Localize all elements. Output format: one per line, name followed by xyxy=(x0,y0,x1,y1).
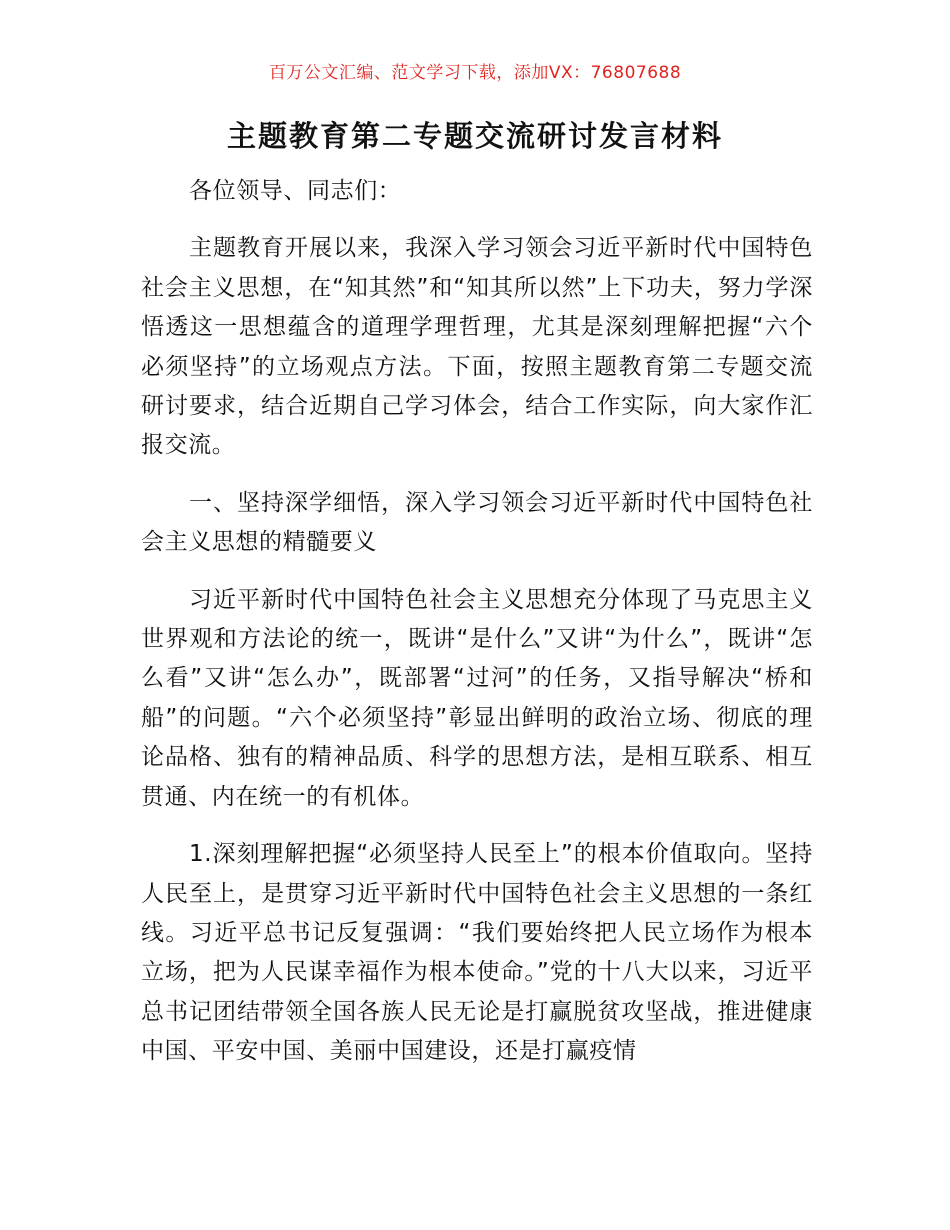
document-title: 主题教育第二专题交流研讨发言材料 xyxy=(226,119,723,153)
section-heading-1: 一、坚持深学细悟，深入学习领会习近平新时代中国特色社会主义思想的精髓要义 xyxy=(141,489,813,556)
paragraph-body-1: 习近平新时代中国特色社会主义思想充分体现了马克思主义世界观和方法论的统一，既讲“是什么”又讲“为什么”，既讲“怎么看”又讲“怎么办”，既部署“过河”的任务，又指导解决“桥和船”的问题。“六个必须坚持”彰显出鲜明的政治立场、彻底的理论品格、独有的精神品质、科学的思想方法，是相互联系、相互贯通、内在统一的有机体。 xyxy=(141,586,813,810)
document-body xyxy=(141,172,813,1072)
watermark-text: 百万公文汇编、范文学习下载，添加VX：76807688 xyxy=(268,63,682,83)
paragraph-body-2: 1.深刻理解把握“必须坚持人民至上”的根本价值取向。坚持人民至上，是贯穿习近平新时代中国特色社会主义思想的一条红线。习近平总书记反复强调：“我们要始终把人民立场作为根本立场，把为人民谋幸福作为根本使命。”党的十八大以来，习近平总书记团结带领全国各族人民无论是打赢脱贫攻坚战，推进健康中国、平安中国、美丽中国建设，还是打赢疫情 xyxy=(141,841,813,1065)
greeting: 各位领导、同志们： xyxy=(189,178,402,204)
paragraph-intro: 主题教育开展以来，我深入学习领会习近平新时代中国特色社会主义思想，在“知其然”和“知其所以然”上下功夫，努力学深悟透这一思想蕴含的道理学理哲理，尤其是深刻理解把握“六个必须坚持”的立场观点方法。下面，按照主题教育第二专题交流研讨要求，结合近期自己学习体会，结合工作实际，向大家作汇报交流。 xyxy=(141,235,813,459)
